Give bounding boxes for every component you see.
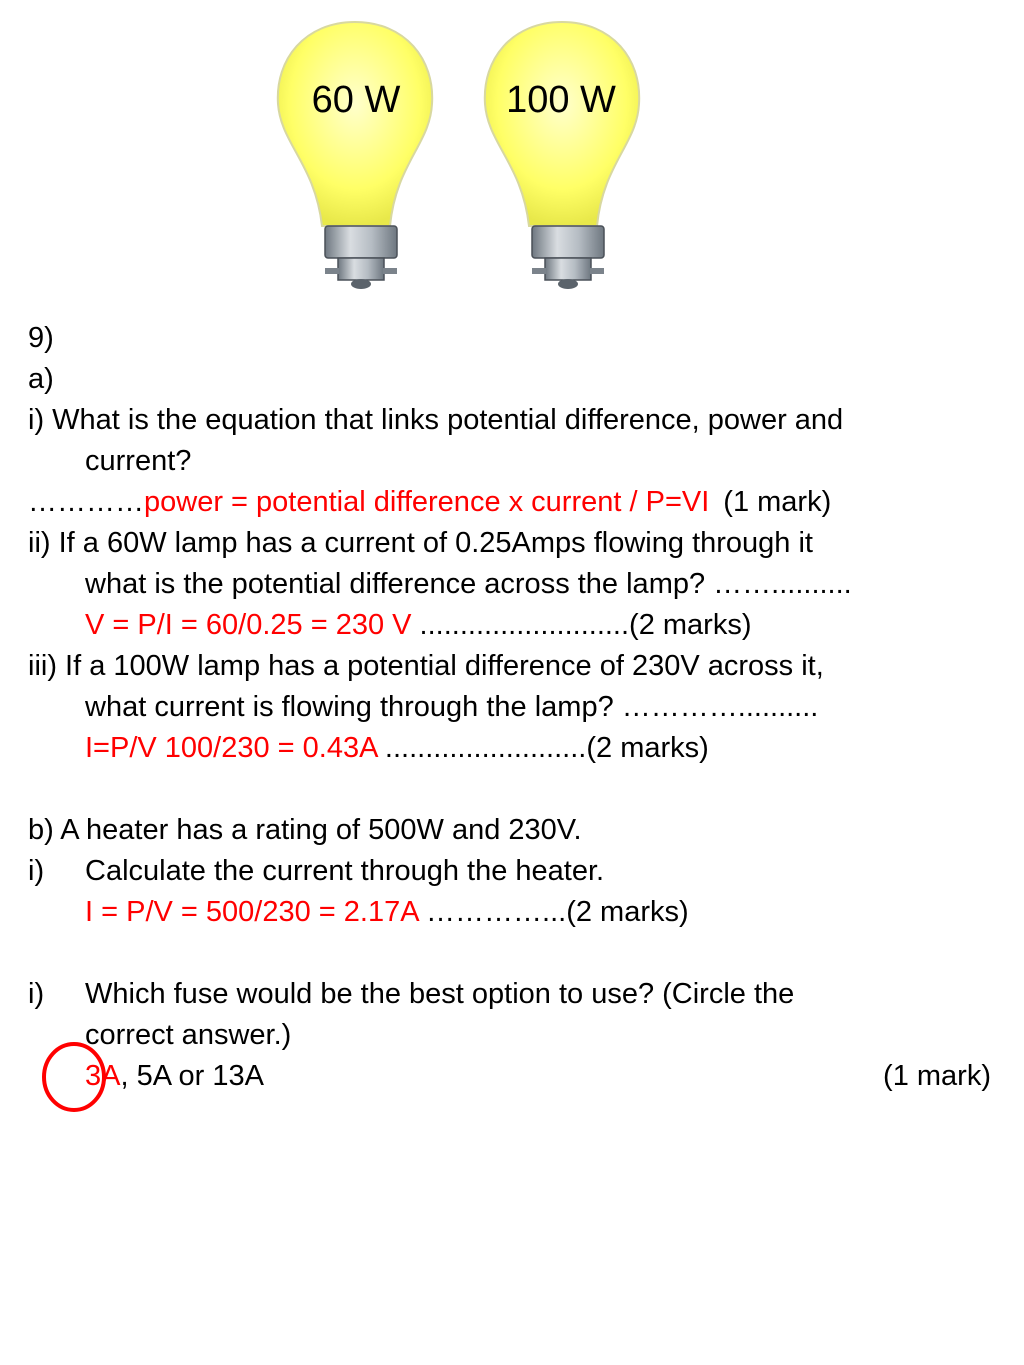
answer-ii-line [28, 605, 1003, 646]
spacer [28, 933, 1003, 974]
answer-i-marks: (1 mark) [723, 486, 832, 518]
question-b-i-label: i) [28, 855, 45, 887]
answer-iii-marks: .........................(2 marks) [376, 732, 709, 764]
part-a-label: a) [28, 363, 54, 395]
question-b-i [28, 851, 1003, 892]
question-iii-line2: what current is flowing through the lamp? ………….......... [85, 691, 819, 723]
bulb-pin-right [590, 268, 604, 274]
bulb-pin-right [383, 268, 397, 274]
bulbs-svg [270, 14, 650, 294]
bulb-label-100w: 100 W [506, 79, 616, 121]
question-ii-line1: ii) If a 60W lamp has a current of 0.25Amps flowing through it [28, 527, 813, 559]
question-b-ii-line2: correct answer.) [85, 1019, 292, 1051]
bulb-collar [325, 226, 397, 258]
bulb-label-60w: 60 W [311, 79, 401, 121]
bulb-pin-left [532, 268, 546, 274]
answer-b-ii-marks: (1 mark) [883, 1060, 991, 1092]
bulb-contact [351, 279, 371, 289]
bulb-100w [485, 22, 639, 289]
fuse-answer-selected: 3A [85, 1060, 121, 1092]
question-i-line2: current? [85, 445, 192, 477]
bulb-glass [278, 22, 432, 226]
answer-b-i-line [28, 892, 1003, 933]
question-ii-line2: what is the potential difference across the lamp? …….......... [85, 568, 852, 600]
bulb-contact [558, 279, 578, 289]
answer-b-i-marks: …………...(2 marks) [417, 896, 689, 928]
answer-circle-svg [41, 1041, 107, 1113]
answer-ii-text: V = P/I = 60/0.25 = 230 V [85, 609, 412, 641]
question-i-line1: i) What is the equation that links potential difference, power and [28, 404, 844, 436]
spacer [28, 769, 1003, 810]
bulbs-illustration [270, 14, 650, 294]
answer-iii-text: I=P/V 100/230 = 0.43A [85, 732, 377, 764]
worksheet-content [28, 318, 1003, 1097]
fuse-other-options: , 5A or 13A [120, 1060, 264, 1092]
bulb-60w [278, 22, 432, 289]
question-b-i-text: Calculate the current through the heater. [85, 855, 605, 887]
part-b-heading: b) A heater has a rating of 500W and 230V. [28, 814, 582, 846]
bulb-pin-left [325, 268, 339, 274]
question-b-ii-line1 [28, 974, 1003, 1015]
answer-b-i-text: I = P/V = 500/230 = 2.17A [85, 896, 418, 928]
answer-i-text: power = potential difference x current / P=VI [144, 486, 710, 518]
question-b-ii-text: Which fuse would be the best option to use? (Circle the [85, 978, 795, 1010]
bulb-cap [545, 258, 591, 280]
answer-ii-marks: ..........................(2 marks) [411, 609, 752, 641]
question-iii-line1: iii) If a 100W lamp has a potential difference of 230V across it, [28, 650, 824, 682]
answer-circle-icon [41, 1041, 107, 1113]
bulb-glass [485, 22, 639, 226]
question-b-ii-label: i) [28, 978, 45, 1010]
answer-iii-line [28, 728, 1003, 769]
question-number: 9) [28, 322, 54, 354]
answer-i-line [28, 482, 1003, 523]
bulb-collar [532, 226, 604, 258]
answer-b-ii-line [28, 1056, 1003, 1097]
answer-i-dots: ………… [28, 486, 144, 518]
bulb-cap [338, 258, 384, 280]
